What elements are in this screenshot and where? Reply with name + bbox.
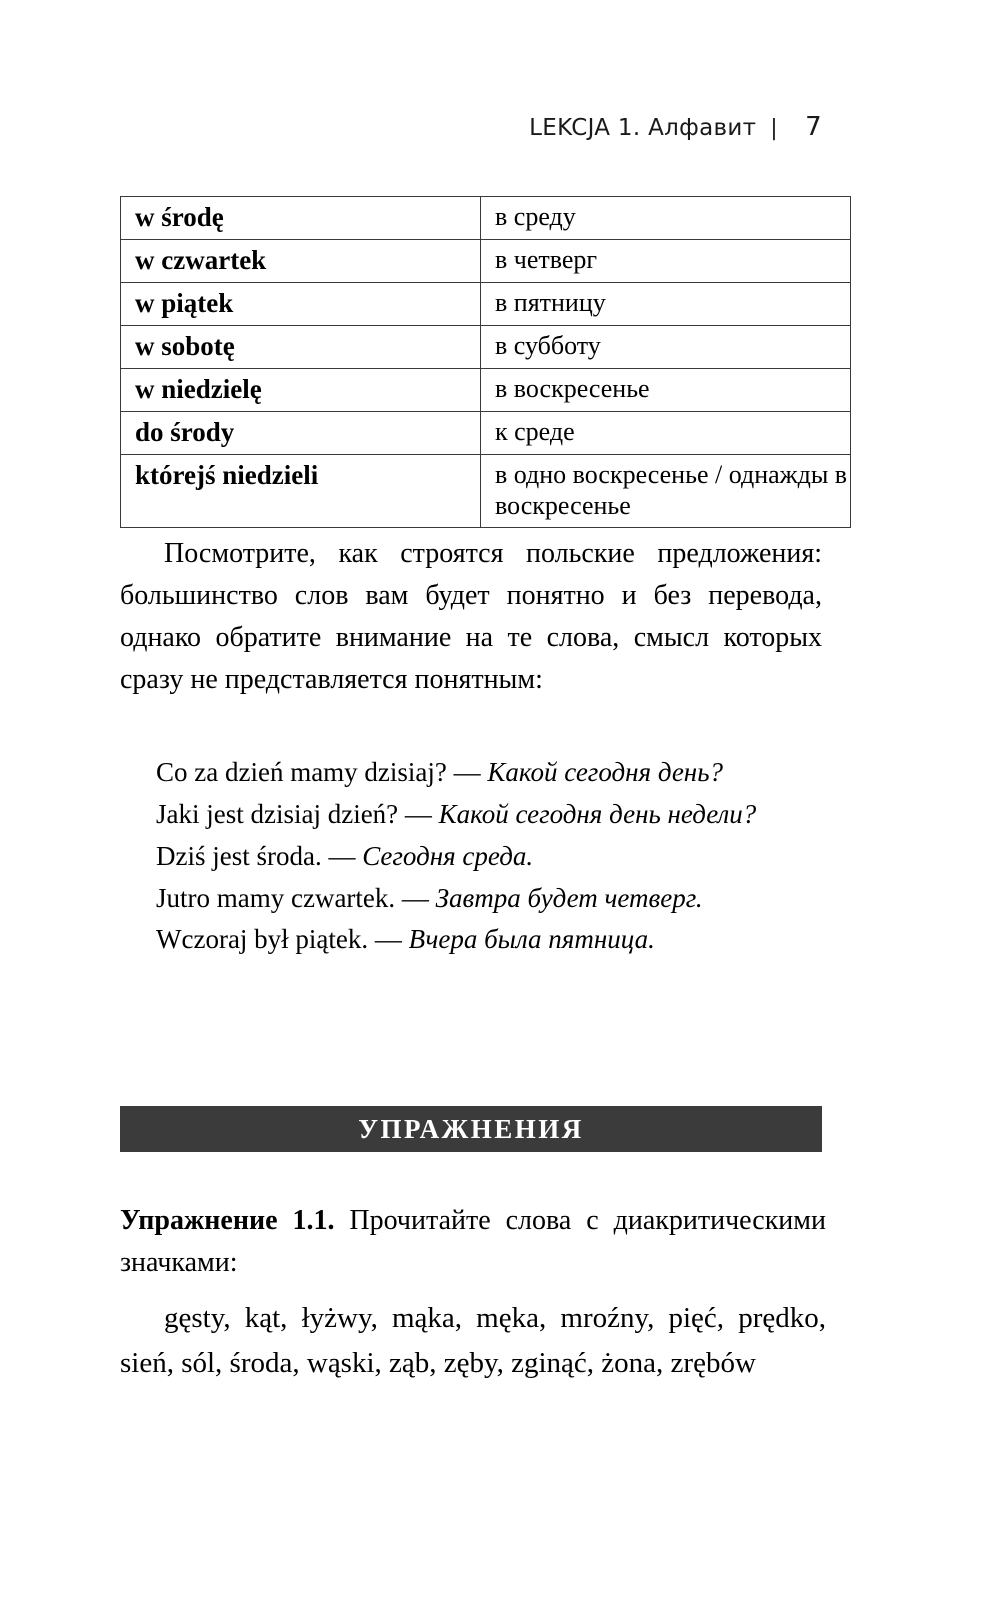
table-row [121,197,851,240]
example-russian: Сегодня среда. [362,840,534,871]
example-sentences [120,752,840,961]
example-polish: Co za dzień mamy dzisiaj? — [156,757,488,787]
example-polish: Wczoraj był piątek. — [156,924,409,955]
polish-cell: w czwartek [121,239,481,282]
example-polish: Jutro mamy czwartek. — [156,882,436,913]
table-body [121,197,851,528]
table-row [121,282,851,325]
example-russian: Вчера была пятница. [408,924,655,955]
exercise-word-list [120,1296,826,1386]
russian-cell: в четверг [481,239,851,282]
russian-cell: в среду [481,197,851,240]
russian-cell: в субботу [481,325,851,368]
exercise-number: Упражнение 1.1. [120,1205,335,1236]
exercise-instruction: Прочитайте слова с диакритическими значками: [120,1205,826,1278]
example-line [120,919,840,961]
example-line [120,836,840,878]
exercise-heading [120,1200,826,1284]
header-separator: | [770,116,778,141]
page-header [0,112,1000,142]
vocabulary-table [120,196,851,528]
example-russian: Какой сегодня день недели? [438,798,757,829]
example-polish: Jaki jest dzisiaj dzień? — [156,798,439,829]
table-row [121,368,851,411]
example-polish: Dziś jest środa. — [156,840,363,871]
header-lesson-title: LEKCJA 1. Алфавит [529,115,757,141]
table-row [121,239,851,282]
table-row [121,411,851,454]
polish-cell: w środę [121,197,481,240]
polish-cell: którejś niedzieli [121,454,481,527]
example-russian: Какой сегодня день? [487,757,723,787]
russian-cell: в одно воскресенье / однажды в воскресенье [481,454,851,527]
russian-cell: в воскресенье [481,368,851,411]
russian-cell: к среде [481,411,851,454]
section-banner-title: УПРАЖНЕНИЯ [358,1113,584,1144]
exercise-words-text: gęsty, kąt, łyżwy, mąka, męka, mroźny, pięć, prędko, sień, sól, środa, wąski, ząb, zęby, zginąć, żona, zrębów [120,1302,826,1379]
section-banner [120,1106,822,1152]
example-line [120,794,840,836]
russian-cell: в пятницу [481,282,851,325]
body-paragraph: Посмотрите, как строятся польские предложения: большинство слов вам будет понятно и без перевода, однако обратите внимание на те слова, смысл которых сразу не представляется понятным: [120,538,822,695]
example-russian: Завтра будет четверг. [435,882,703,913]
table-row [121,325,851,368]
example-line [120,878,840,920]
page-number: 7 [805,112,822,142]
polish-cell: do środy [121,411,481,454]
table-row [121,454,851,527]
polish-cell: w sobotę [121,325,481,368]
polish-cell: w niedzielę [121,368,481,411]
polish-cell: w piątek [121,282,481,325]
example-line [120,752,840,794]
